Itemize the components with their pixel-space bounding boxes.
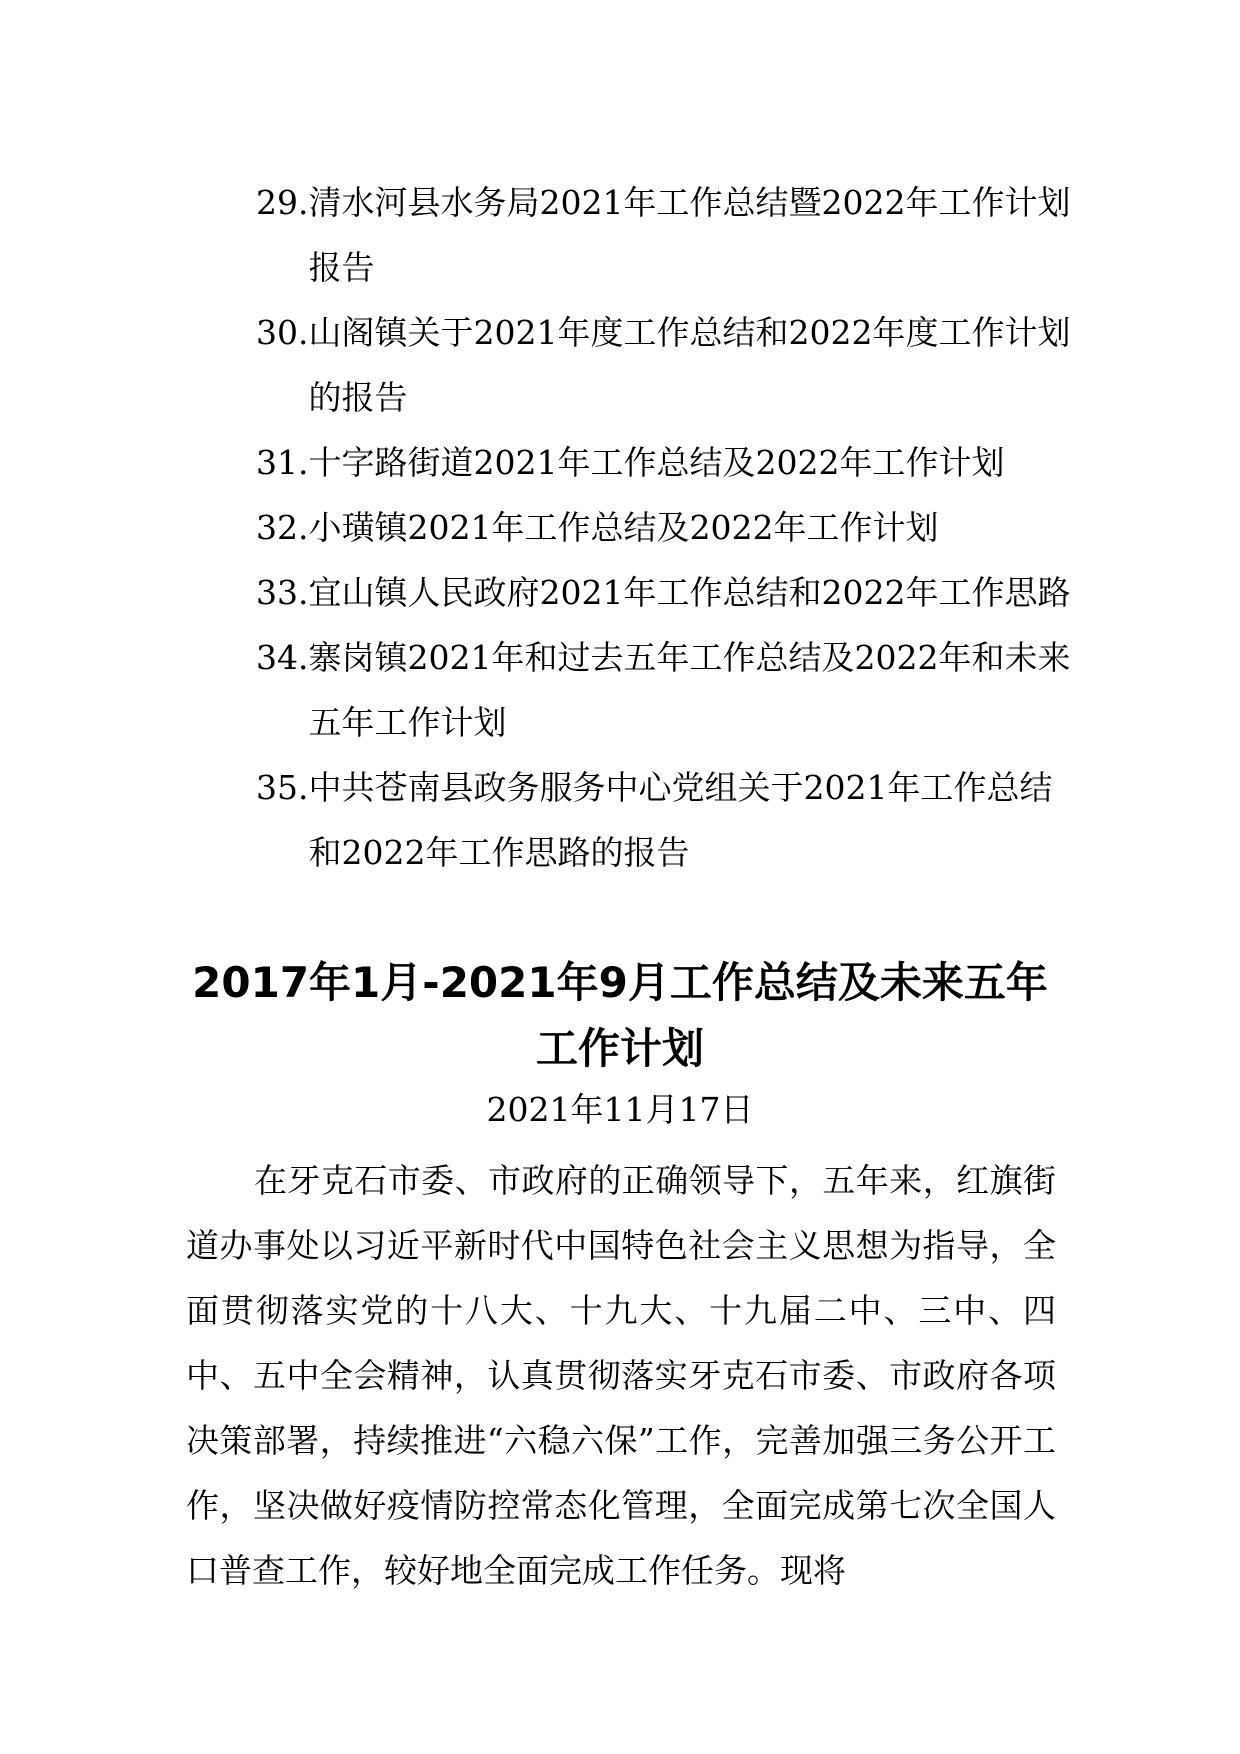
toc-item-text: 清水河县水务局2021年工作总结暨2022年工作计划报告 [308,183,1071,287]
toc-item-number: 33. [256,573,309,612]
article-title: 2017年1月-2021年9月工作总结及未来五年工作计划 [192,958,1048,1073]
toc-item-number: 29. [256,183,309,222]
article-paragraph: 在牙克石市委、市政府的正确领导下，五年来，红旗街道办事处以习近平新时代中国特色社会主义思想为指导，全面贯彻落实党的十八大、十九大、十九届二中、三中、四中、五中全会精神，认真贯彻落实牙克石市委、市政府各项决策部署，持续推进“六稳六保”工作，完善加强三务公开工作，坚决做好疫情防控常态化管理，全面完成第七次全国人口普查工作，较好地全面完成工作任务。现将 [186,1161,1056,1590]
toc-item-text: 山阁镇关于2021年度工作总结和2022年度工作计划的报告 [308,313,1071,417]
toc-item-text: 寨岗镇2021年和过去五年工作总结及2022年和未来五年工作计划 [308,638,1071,742]
toc-item-number: 35. [256,768,309,807]
toc-item-text: 小璜镇2021年工作总结及2022年工作计划 [308,508,939,547]
toc-item-text: 中共苍南县政务服务中心党组关于2021年工作总结和2022年工作思路的报告 [308,768,1053,872]
toc-item-number: 34. [256,638,309,677]
toc-item-33 [256,560,1076,625]
toc-item-29 [256,170,1076,300]
toc-item-35 [256,755,1076,885]
toc-item-number: 31. [256,443,309,482]
toc-item-text: 宜山镇人民政府2021年工作总结和2022年工作思路 [308,573,1071,612]
toc-item-34 [256,625,1076,755]
toc-item-32 [256,495,1076,560]
table-of-contents [256,170,1076,885]
toc-item-31 [256,430,1076,495]
toc-item-30 [256,300,1076,430]
toc-item-number: 32. [256,508,309,547]
toc-item-text: 十字路街道2021年工作总结及2022年工作计划 [308,443,1005,482]
toc-item-number: 30. [256,313,309,352]
article-date: 2021年11月17日 [486,1090,754,1129]
